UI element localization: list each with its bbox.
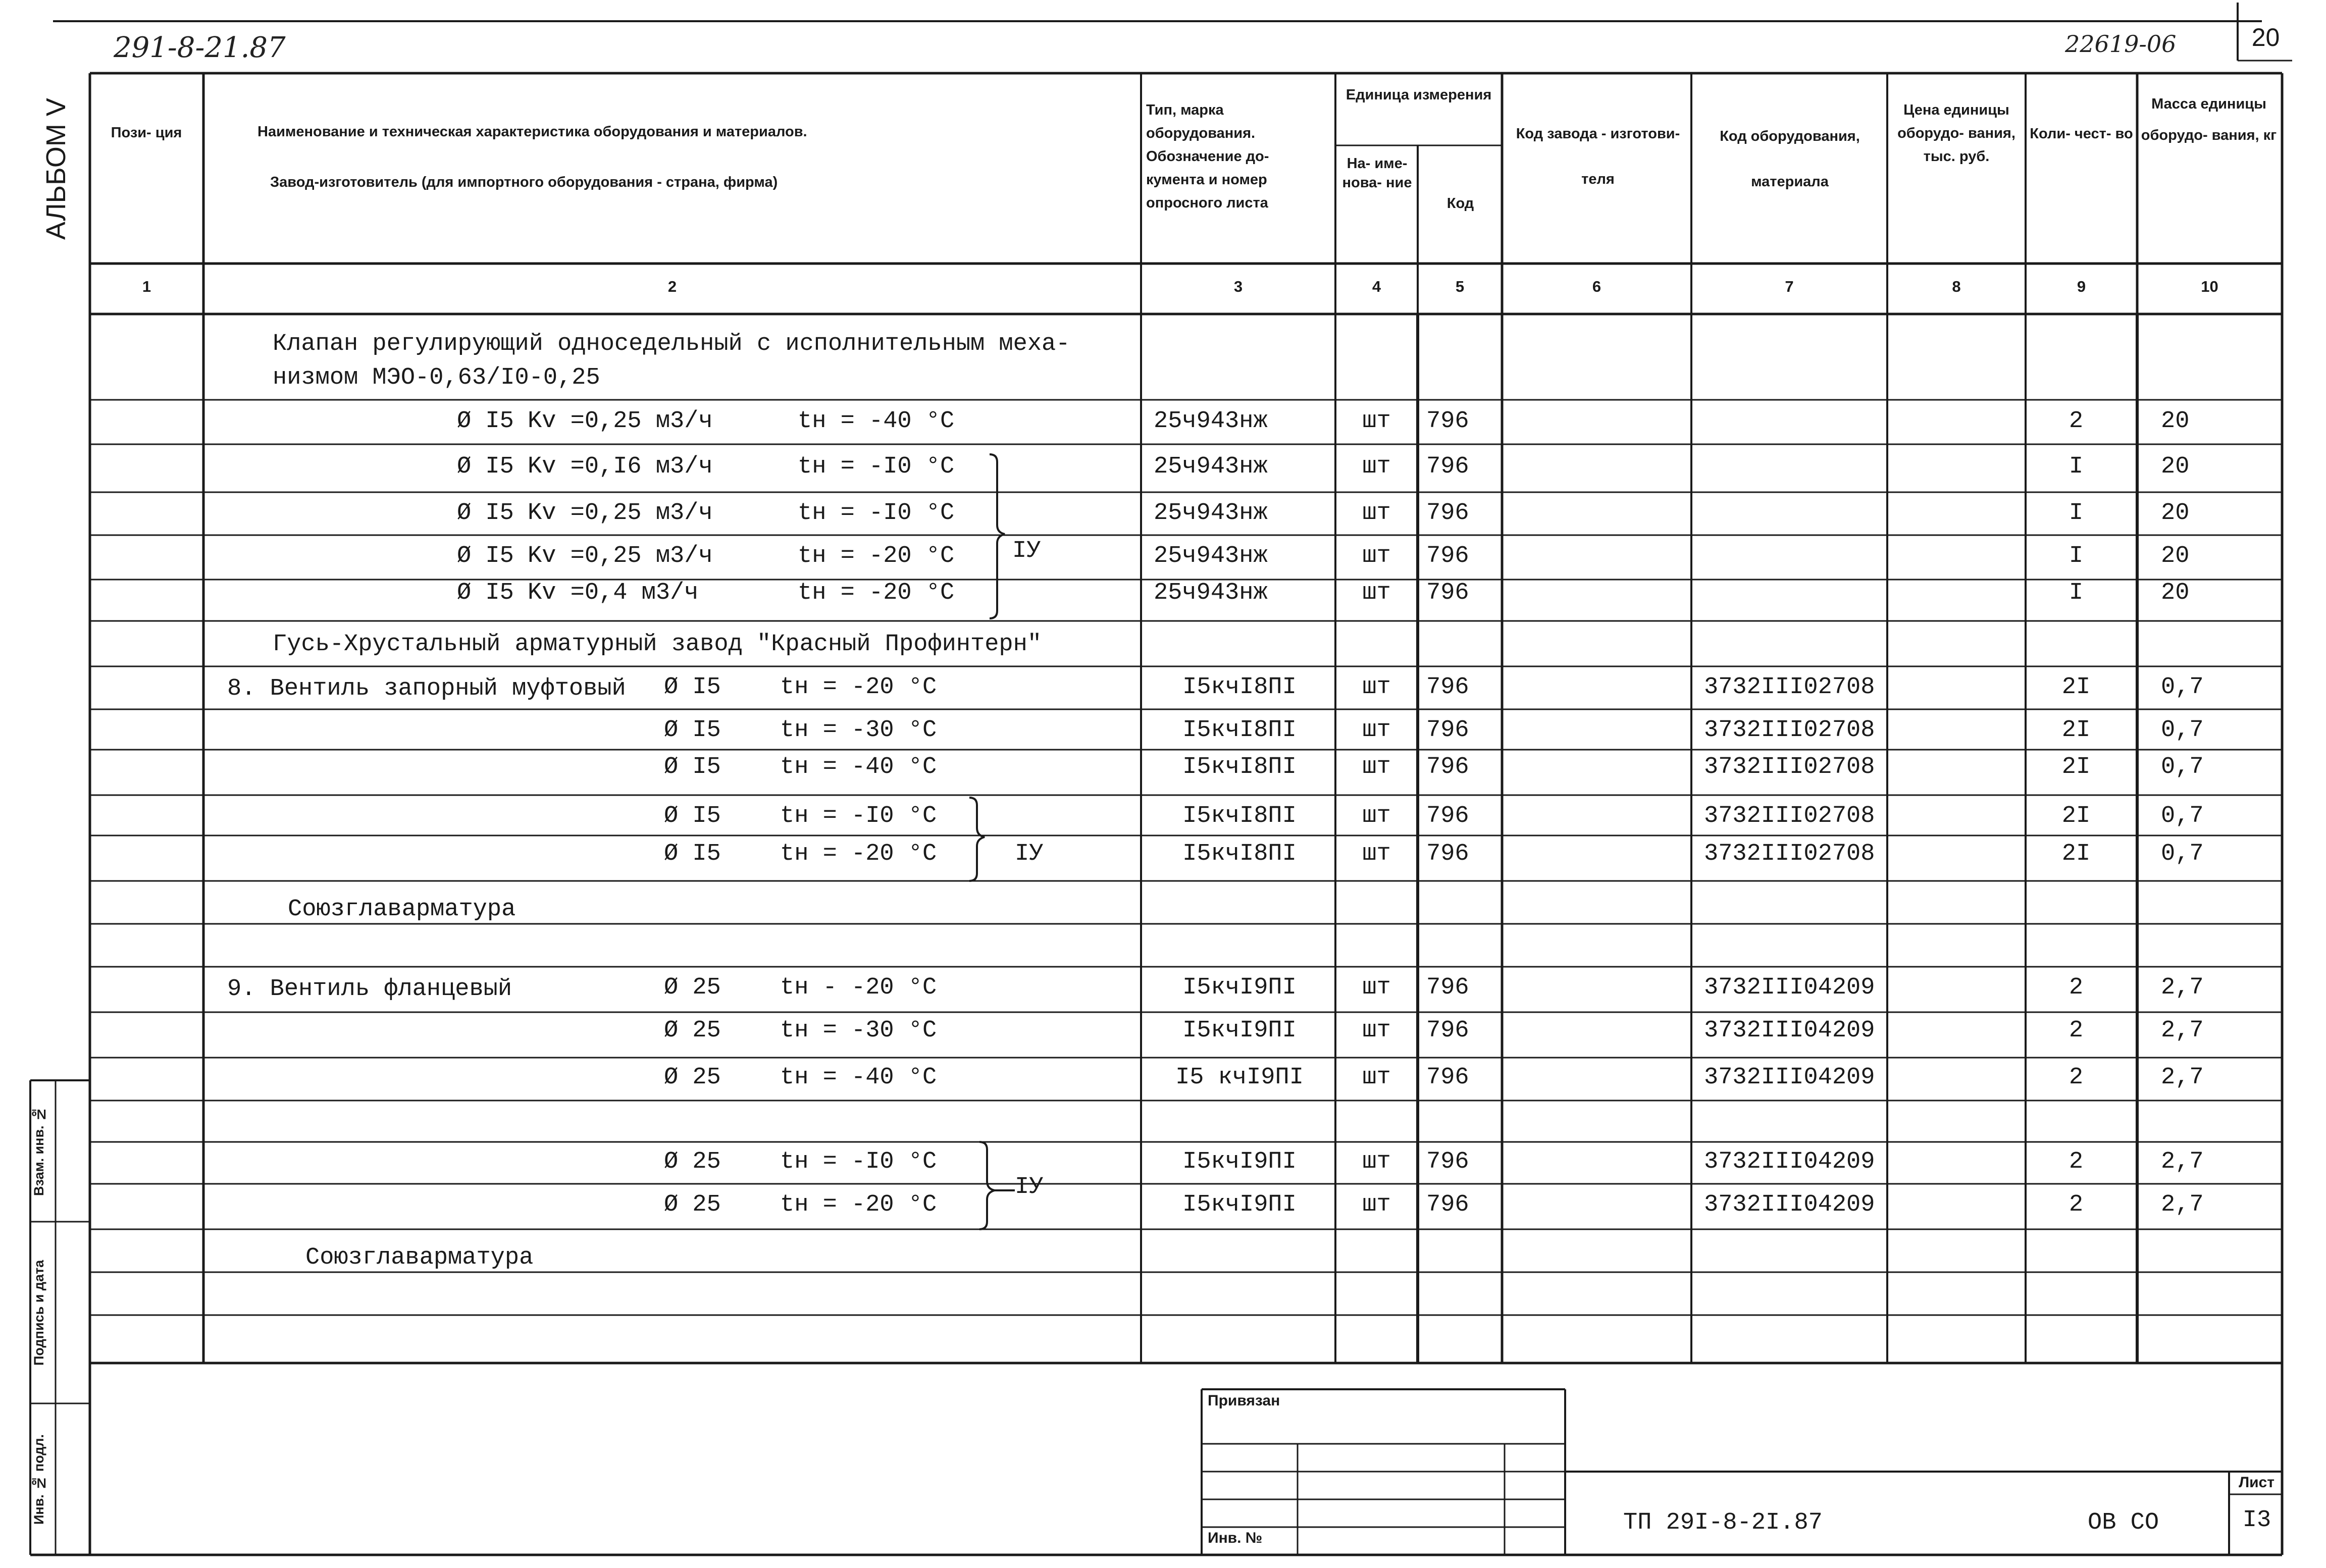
type-cell: 25ч943нж xyxy=(1154,500,1268,527)
unit-code-cell: 796 xyxy=(1426,754,1469,780)
unit-code-cell: 796 xyxy=(1426,717,1469,744)
unit-code-cell: 796 xyxy=(1426,1064,1469,1091)
unit-name-cell: шт xyxy=(1362,754,1391,780)
diameter-cell: Ø I5 xyxy=(457,408,514,435)
header-type: Тип, марка оборудования. Обозначение до- кумента и номер опросного листа xyxy=(1146,102,1269,211)
unit-code-cell: 796 xyxy=(1426,408,1469,435)
mass-cell: 0,7 xyxy=(2161,803,2204,829)
quantity-cell: 2 xyxy=(2069,974,2084,1001)
brace-label: IУ xyxy=(1015,841,1044,867)
quantity-cell: I xyxy=(2069,580,2084,606)
header-mass: Масса единицы оборудо- вания, кг xyxy=(2141,96,2277,143)
header-quantity: Коли- чест- во xyxy=(2030,126,2133,142)
diameter-cell: Ø I5 xyxy=(664,754,721,780)
unit-name-cell: шт xyxy=(1362,674,1391,701)
equipment-code-cell: 3732III04209 xyxy=(1704,974,1875,1001)
quantity-cell: 2 xyxy=(2069,1064,2084,1091)
unit-code-cell: 796 xyxy=(1426,543,1469,569)
unit-name-cell: шт xyxy=(1362,717,1391,744)
quantity-cell: I xyxy=(2069,453,2084,480)
unit-name-cell: шт xyxy=(1362,1148,1391,1175)
unit-name-cell: шт xyxy=(1362,1064,1391,1091)
quantity-cell: 2 xyxy=(2069,1191,2084,1218)
header-unit-group: Единица измерения xyxy=(1346,87,1492,103)
col-number: 7 xyxy=(1785,278,1794,295)
quantity-cell: 2I xyxy=(2061,803,2091,829)
diameter-cell: Ø I5 xyxy=(457,500,514,527)
quantity-cell: 2 xyxy=(2069,408,2084,435)
diameter-cell: Ø I5 xyxy=(664,803,721,829)
equipment-code-cell: 3732III04209 xyxy=(1704,1017,1875,1044)
mass-cell: 2,7 xyxy=(2161,1191,2204,1218)
diameter-cell: Ø 25 xyxy=(664,1017,721,1044)
col-number: 2 xyxy=(667,278,677,295)
col-number: 8 xyxy=(1952,278,1961,295)
temperature-cell: tн - -20 °C xyxy=(780,974,937,1001)
temperature-cell: tн = -20 °C xyxy=(780,674,937,701)
temperature-cell: tн = -20 °C xyxy=(798,543,955,569)
header-name-line2: Завод-изготовитель (для импортного оборудования - страна, фирма) xyxy=(270,174,778,190)
unit-code-cell: 796 xyxy=(1426,580,1469,606)
equipment-code-cell: 3732III02708 xyxy=(1704,803,1875,829)
equipment-code-cell: 3732III04209 xyxy=(1704,1191,1875,1218)
diameter-cell: Ø I5 xyxy=(457,580,514,606)
temperature-cell: tн = -20 °C xyxy=(798,580,955,606)
quantity-cell: 2 xyxy=(2069,1017,2084,1044)
stamp-section: ОВ СО xyxy=(2088,1509,2159,1536)
equipment-code-cell: 3732III02708 xyxy=(1704,841,1875,867)
unit-code-cell: 796 xyxy=(1426,1191,1469,1218)
document-code: 291-8-21.87 xyxy=(114,31,286,64)
mass-cell: 2,7 xyxy=(2161,974,2204,1001)
unit-name-cell: шт xyxy=(1362,803,1391,829)
unit-name-cell: шт xyxy=(1362,1191,1391,1218)
temperature-cell: tн = -I0 °C xyxy=(798,453,955,480)
side-label-inv: Инв. № подл. xyxy=(31,1434,46,1525)
mass-cell: 20 xyxy=(2161,543,2190,569)
group-heading: Клапан регулирующий односедельный с исполнительным меха- xyxy=(273,331,1070,357)
type-cell: I5кчI8ПI xyxy=(1182,717,1297,744)
temperature-cell: tн = -40 °C xyxy=(780,754,937,780)
col-number: 4 xyxy=(1372,278,1381,295)
unit-name-cell: шт xyxy=(1362,580,1391,606)
mass-cell: 20 xyxy=(2161,453,2190,480)
header-unit-name: На- име- нова- ние xyxy=(1342,155,1412,191)
diameter-cell: Ø I5 xyxy=(457,453,514,480)
kv-cell: Kv =0,4 м3/ч xyxy=(528,580,699,606)
kv-cell: Kv =0,25 м3/ч xyxy=(528,500,713,527)
unit-name-cell: шт xyxy=(1362,453,1391,480)
col-number: 3 xyxy=(1233,278,1243,295)
quantity-cell: 2 xyxy=(2069,1148,2084,1175)
stamp-document-number: ТП 29I-8-2I.87 xyxy=(1623,1509,1823,1536)
header-name-line1: Наименование и техническая характеристика оборудования и материалов. xyxy=(257,124,807,140)
type-cell: I5кчI8ПI xyxy=(1182,674,1297,701)
sheet-corner-number: 20 xyxy=(2251,23,2280,51)
unit-code-cell: 796 xyxy=(1426,1148,1469,1175)
col-number: 10 xyxy=(2201,278,2218,295)
diameter-cell: Ø 25 xyxy=(664,1191,721,1218)
unit-name-cell: шт xyxy=(1362,408,1391,435)
type-cell: 25ч943нж xyxy=(1154,453,1268,480)
mass-cell: 0,7 xyxy=(2161,717,2204,744)
col-number: 6 xyxy=(1592,278,1601,295)
item-title: 8. Вентиль запорный муфтовый xyxy=(227,675,626,702)
diameter-cell: Ø I5 xyxy=(457,543,514,569)
brace-label: IУ xyxy=(1012,538,1041,564)
quantity-cell: I xyxy=(2069,543,2084,569)
stamp-inv-label: Инв. № xyxy=(1208,1530,1263,1546)
header-unit-code: Код xyxy=(1446,195,1474,212)
temperature-cell: tн = -I0 °C xyxy=(780,1148,937,1175)
type-cell: I5 кчI9ПI xyxy=(1175,1064,1304,1091)
quantity-cell: 2I xyxy=(2061,754,2091,780)
type-cell: 25ч943нж xyxy=(1154,408,1268,435)
unit-name-cell: шт xyxy=(1362,841,1391,867)
unit-code-cell: 796 xyxy=(1426,803,1469,829)
mass-cell: 0,7 xyxy=(2161,754,2204,780)
type-cell: 25ч943нж xyxy=(1154,543,1268,569)
mass-cell: 2,7 xyxy=(2161,1148,2204,1175)
temperature-cell: tн = -I0 °C xyxy=(780,803,937,829)
col-number: 1 xyxy=(142,278,151,295)
unit-code-cell: 796 xyxy=(1426,674,1469,701)
manufacturer-label: Союзглаварматура xyxy=(288,896,516,923)
equipment-code-cell: 3732III02708 xyxy=(1704,717,1875,744)
header-position: Пози- ция xyxy=(111,125,182,141)
mass-cell: 20 xyxy=(2161,408,2190,435)
group-heading: низмом МЭО-0,63/I0-0,25 xyxy=(273,364,600,391)
type-cell: 25ч943нж xyxy=(1154,580,1268,606)
diameter-cell: Ø 25 xyxy=(664,1148,721,1175)
header-factory-code: Код завода - изготови- теля xyxy=(1516,126,1680,187)
quantity-cell: 2I xyxy=(2061,717,2091,744)
type-cell: I5кчI9ПI xyxy=(1182,974,1297,1001)
kv-cell: Kv =0,I6 м3/ч xyxy=(528,453,713,480)
diameter-cell: Ø I5 xyxy=(664,841,721,867)
type-cell: I5кчI9ПI xyxy=(1182,1148,1297,1175)
type-cell: I5кчI8ПI xyxy=(1182,841,1297,867)
unit-code-cell: 796 xyxy=(1426,453,1469,480)
diameter-cell: Ø 25 xyxy=(664,974,721,1001)
item-title: 9. Вентиль фланцевый xyxy=(227,976,512,1003)
manufacturer-label: Союзглаварматура xyxy=(305,1244,534,1271)
inventory-code: 22619-06 xyxy=(2065,30,2177,58)
side-label-signature: Подпись и дата xyxy=(31,1260,46,1366)
header-price: Цена единицы оборудо- вания, тыс. руб. xyxy=(1897,102,2015,165)
type-cell: I5кчI8ПI xyxy=(1182,803,1297,829)
quantity-cell: 2I xyxy=(2061,674,2091,701)
temperature-cell: tн = -40 °C xyxy=(780,1064,937,1091)
equipment-code-cell: 3732III02708 xyxy=(1704,754,1875,780)
mass-cell: 20 xyxy=(2161,580,2190,606)
mass-cell: 20 xyxy=(2161,500,2190,527)
equipment-code-cell: 3732III02708 xyxy=(1704,674,1875,701)
type-cell: I5кчI9ПI xyxy=(1182,1017,1297,1044)
mass-cell: 0,7 xyxy=(2161,841,2204,867)
unit-code-cell: 796 xyxy=(1426,1017,1469,1044)
temperature-cell: tн = -30 °C xyxy=(780,717,937,744)
stamp-attached-label: Привязан xyxy=(1208,1392,1280,1409)
side-label-replacement: Взам. инв. № xyxy=(31,1106,46,1196)
mass-cell: 2,7 xyxy=(2161,1064,2204,1091)
stamp-sheet-label: Лист xyxy=(2239,1474,2275,1491)
mass-cell: 2,7 xyxy=(2161,1017,2204,1044)
type-cell: I5кчI8ПI xyxy=(1182,754,1297,780)
stamp-sheet-number: I3 xyxy=(2242,1507,2271,1534)
temperature-cell: tн = -40 °C xyxy=(798,408,955,435)
group-heading: Гусь-Хрустальный арматурный завод "Красный Профинтерн" xyxy=(273,631,1042,658)
temperature-cell: tн = -20 °C xyxy=(780,1191,937,1218)
header-equipment-code: Код оборудования, материала xyxy=(1720,128,1860,190)
equipment-code-cell: 3732III04209 xyxy=(1704,1148,1875,1175)
unit-code-cell: 796 xyxy=(1426,500,1469,527)
diameter-cell: Ø I5 xyxy=(664,717,721,744)
temperature-cell: tн = -30 °C xyxy=(780,1017,937,1044)
col-number: 9 xyxy=(2077,278,2086,295)
brace-label: IУ xyxy=(1015,1174,1044,1200)
unit-name-cell: шт xyxy=(1362,974,1391,1001)
unit-name-cell: шт xyxy=(1362,543,1391,569)
col-number: 5 xyxy=(1455,278,1465,295)
equipment-code-cell: 3732III04209 xyxy=(1704,1064,1875,1091)
temperature-cell: tн = -20 °C xyxy=(780,841,937,867)
mass-cell: 0,7 xyxy=(2161,674,2204,701)
type-cell: I5кчI9ПI xyxy=(1182,1191,1297,1218)
unit-code-cell: 796 xyxy=(1426,841,1469,867)
diameter-cell: Ø I5 xyxy=(664,674,721,701)
diameter-cell: Ø 25 xyxy=(664,1064,721,1091)
kv-cell: Kv =0,25 м3/ч xyxy=(528,543,713,569)
quantity-cell: I xyxy=(2069,500,2084,527)
unit-name-cell: шт xyxy=(1362,500,1391,527)
album-label: АЛЬБОМ V xyxy=(41,98,71,240)
temperature-cell: tн = -I0 °C xyxy=(798,500,955,527)
quantity-cell: 2I xyxy=(2061,841,2091,867)
kv-cell: Kv =0,25 м3/ч xyxy=(528,408,713,435)
unit-code-cell: 796 xyxy=(1426,974,1469,1001)
unit-name-cell: шт xyxy=(1362,1017,1391,1044)
